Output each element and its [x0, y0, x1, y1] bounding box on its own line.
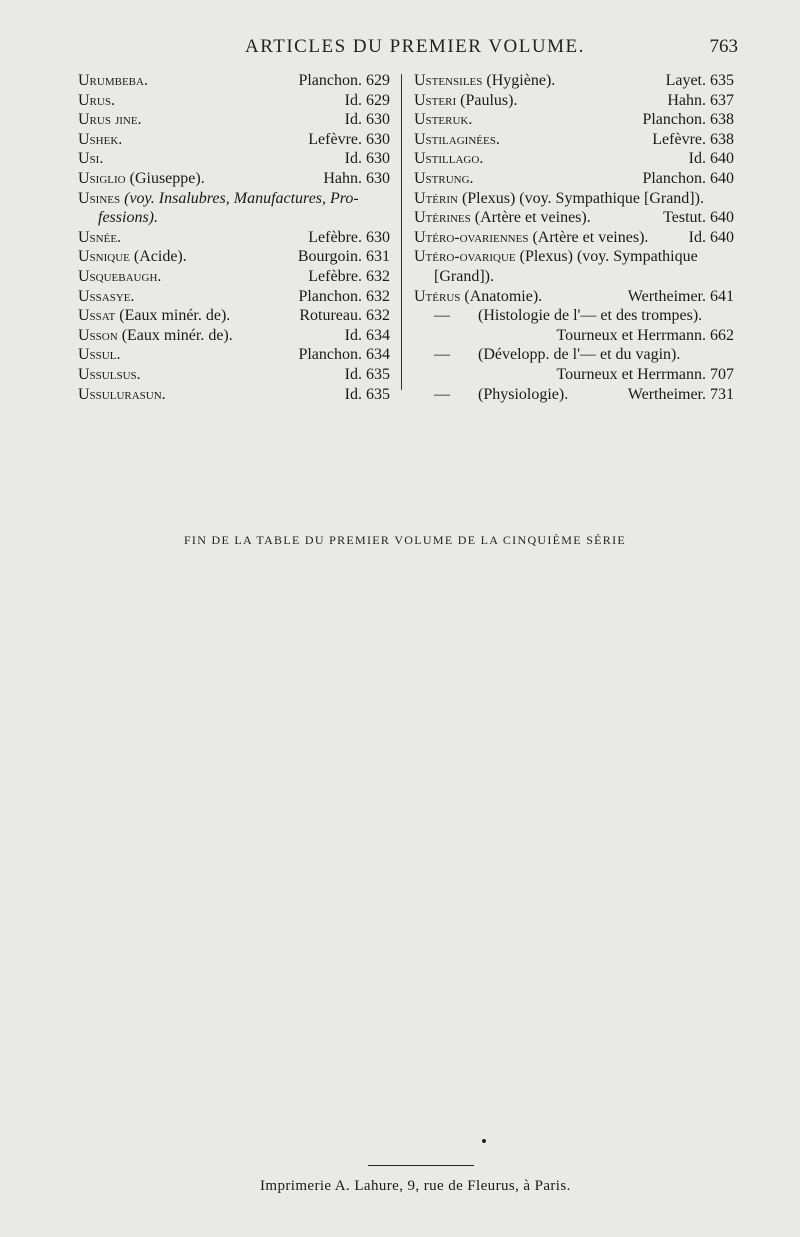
- entry-author: Layet.: [665, 72, 706, 89]
- entry-author: Id.: [344, 150, 362, 168]
- entry-note: (Artère et veines).: [474, 209, 591, 227]
- entry-author: Hahn.: [667, 91, 706, 109]
- index-entry: [78, 150, 390, 170]
- entry-page: 638: [710, 130, 734, 148]
- index-entry: [78, 72, 390, 92]
- entry-author: Id.: [344, 111, 362, 129]
- index-entry: [414, 386, 734, 406]
- entry-term: —: [434, 346, 450, 364]
- entry-page: 731: [710, 385, 734, 403]
- entry-term: Ustilaginées.: [414, 130, 500, 148]
- entry-author: Id.: [688, 150, 706, 168]
- entry-author: Id.: [688, 228, 706, 246]
- column-divider: [401, 74, 402, 390]
- entry-author: Id.: [344, 91, 362, 109]
- entry-page: 640: [710, 209, 734, 227]
- entry-term: Usi.: [78, 150, 104, 168]
- index-entry: [414, 229, 734, 249]
- entry-term: —: [434, 307, 450, 325]
- entry-term: Urumbeba.: [78, 72, 148, 89]
- ornament-dot: [482, 1139, 486, 1143]
- index-entry: [414, 346, 734, 366]
- entry-term: Utéro-ovariennes: [414, 228, 529, 246]
- entry-page: 629: [366, 72, 390, 89]
- index-entry: [78, 190, 390, 210]
- entry-term: Urus.: [78, 91, 115, 109]
- index-entry: [414, 170, 734, 190]
- entry-page: 707: [710, 365, 734, 383]
- entry-page: 635: [366, 385, 390, 403]
- index-entry: [414, 92, 734, 112]
- entry-author: Planchon.: [298, 287, 362, 305]
- entry-term: Usines: [78, 189, 121, 207]
- entry-term: Usnique: [78, 248, 130, 266]
- index-column-left: [78, 72, 390, 405]
- index-entry: [78, 229, 390, 249]
- entry-page: 638: [710, 111, 734, 129]
- index-entry-continuation: [414, 366, 734, 386]
- entry-author: Bourgoin.: [297, 248, 362, 266]
- entry-page: 630: [366, 169, 390, 187]
- index-entry: [414, 209, 734, 229]
- entry-note: (Artère et veines).: [532, 228, 649, 246]
- index-entry: [414, 190, 734, 210]
- entry-term: Usteruk.: [414, 111, 473, 129]
- entry-page: 629: [366, 91, 390, 109]
- entry-term: Ussul.: [78, 346, 121, 364]
- entry-author: Wertheimer.: [627, 385, 706, 403]
- entry-term: Ustrung.: [414, 169, 474, 187]
- index-entry: [78, 92, 390, 112]
- index-entry: [78, 327, 390, 347]
- entry-note: (Giuseppe).: [129, 169, 205, 187]
- entry-note: (Plexus) (voy. Sympathique [Grand]).: [461, 189, 704, 207]
- entry-page: 630: [366, 150, 390, 168]
- entry-note: (Eaux minér. de).: [119, 307, 231, 325]
- index-entry: [78, 248, 390, 268]
- index-entry-continuation: [414, 268, 734, 288]
- entry-term: Usteri: [414, 91, 457, 109]
- entry-term: Ussulurasun.: [78, 385, 166, 403]
- entry-page: 632: [366, 307, 390, 325]
- entry-term: Utérus: [414, 287, 461, 305]
- entry-author: Id.: [344, 365, 362, 383]
- entry-author: Lefèbre.: [308, 267, 362, 285]
- printer-imprint: Imprimerie A. Lahure, 9, rue de Fleurus, à Paris.: [260, 1178, 571, 1194]
- entry-author: Tourneux et Herrmann.: [556, 365, 706, 383]
- index-entry: [78, 346, 390, 366]
- index-entry: [414, 150, 734, 170]
- entry-note: (Développ. de l'— et du vagin).: [478, 346, 681, 364]
- entry-author: Testut.: [663, 209, 706, 227]
- index-entry: [78, 170, 390, 190]
- end-of-table-note: FIN DE LA TABLE DU PREMIER VOLUME DE LA CINQUIÈME SÉRIE: [183, 533, 627, 547]
- entry-page: 634: [366, 326, 390, 344]
- entry-note: (Plexus) (voy. Sympathique: [519, 248, 698, 266]
- entry-author: Id.: [344, 326, 362, 344]
- entry-note: (Acide).: [133, 248, 187, 266]
- entry-note: (Hygiène).: [486, 72, 556, 89]
- entry-page: 630: [366, 130, 390, 148]
- entry-term: Ussasye.: [78, 287, 135, 305]
- entry-term: Ustensiles: [414, 72, 483, 89]
- index-entry-continuation: [414, 327, 734, 347]
- entry-note: (Paulus).: [460, 91, 518, 109]
- entry-author: Rotureau.: [299, 307, 362, 325]
- index-entry: [414, 307, 734, 327]
- index-entry: [414, 72, 734, 92]
- entry-author: Lefèvre.: [652, 130, 706, 148]
- printer-rule: [368, 1165, 474, 1166]
- entry-term: Usquebaugh.: [78, 267, 162, 285]
- index-entry: [78, 366, 390, 386]
- entry-author: Id.: [344, 385, 362, 403]
- entry-author: Planchon.: [642, 169, 706, 187]
- entry-note: (Histologie de l'— et des trompes).: [478, 307, 703, 325]
- entry-author: Lefèbre.: [308, 228, 362, 246]
- entry-page: 634: [366, 346, 390, 364]
- entry-note: (Anatomie).: [464, 287, 543, 305]
- entry-page: 662: [710, 326, 734, 344]
- index-entry: [78, 307, 390, 327]
- entry-page: 640: [710, 169, 734, 187]
- entry-author: Planchon.: [642, 111, 706, 129]
- entry-note-continued: [Grand]).: [434, 267, 494, 285]
- entry-note: (Eaux minér. de).: [121, 326, 233, 344]
- entry-page: 635: [366, 365, 390, 383]
- entry-term: Usiglio: [78, 169, 126, 187]
- entry-note: (Physiologie).: [478, 385, 569, 403]
- entry-page: 640: [710, 228, 734, 246]
- running-head: ARTICLES DU PREMIER VOLUME.: [245, 36, 585, 57]
- entry-term: Ustillago.: [414, 150, 484, 168]
- index-entry: [414, 131, 734, 151]
- entry-page: 632: [366, 287, 390, 305]
- entry-term: Urus jine.: [78, 111, 142, 129]
- index-entry: [414, 248, 734, 268]
- entry-term: Utéro-ovarique: [414, 248, 516, 266]
- entry-page: 635: [710, 72, 734, 89]
- entry-term: Ushek.: [78, 130, 123, 148]
- entry-author: Planchon.: [298, 346, 362, 364]
- entry-page: 631: [366, 248, 390, 266]
- entry-author: Lefèvre.: [308, 130, 362, 148]
- index-entry: [78, 111, 390, 131]
- entry-page: 630: [366, 111, 390, 129]
- entry-page: 632: [366, 267, 390, 285]
- page-number: 763: [709, 36, 738, 57]
- index-entry: [78, 386, 390, 406]
- entry-author: Wertheimer.: [627, 287, 706, 305]
- entry-note: (voy. Insalubres, Manufactures, Pro-: [124, 189, 359, 207]
- index-entry: [414, 288, 734, 308]
- entry-page: 630: [366, 228, 390, 246]
- entry-author: Planchon.: [298, 72, 362, 89]
- entry-term: Utérines: [414, 209, 471, 227]
- index-entry: [78, 268, 390, 288]
- index-entry: [78, 131, 390, 151]
- index-entry: [414, 111, 734, 131]
- entry-note-continued: fessions).: [98, 209, 158, 227]
- index-entry: [78, 288, 390, 308]
- entry-term: Utérin: [414, 189, 458, 207]
- entry-page: 640: [710, 150, 734, 168]
- entry-author: Tourneux et Herrmann.: [556, 326, 706, 344]
- index-entry-continuation: [78, 209, 390, 229]
- index-column-right: [414, 72, 734, 405]
- entry-term: Usson: [78, 326, 118, 344]
- entry-term: Ussulsus.: [78, 365, 141, 383]
- entry-author: Hahn.: [323, 169, 362, 187]
- entry-page: 637: [710, 91, 734, 109]
- entry-term: —: [434, 385, 450, 403]
- entry-page: 641: [710, 287, 734, 305]
- entry-term: Ussat: [78, 307, 116, 325]
- entry-term: Usnée.: [78, 228, 122, 246]
